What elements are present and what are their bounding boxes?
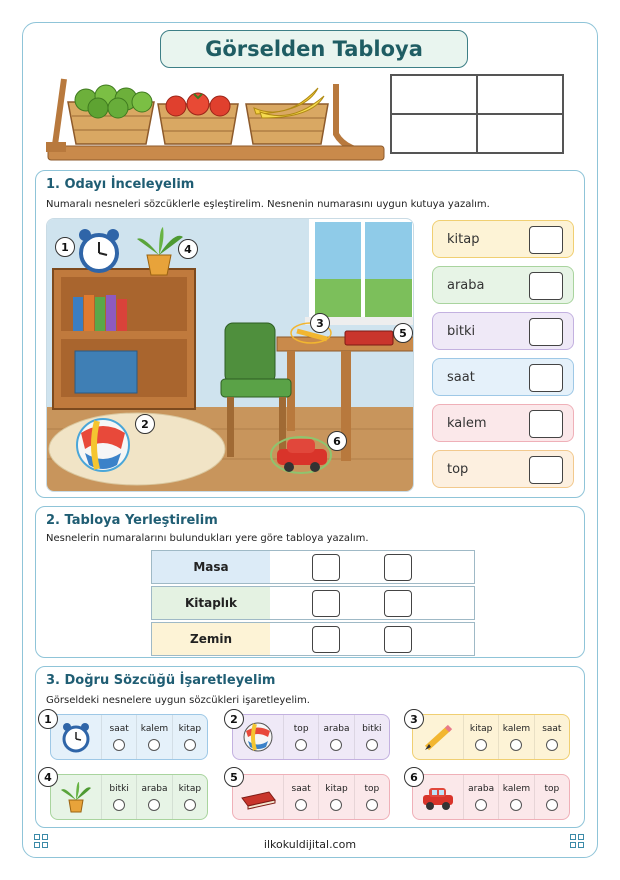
choice-option[interactable]: kitap: [172, 715, 207, 759]
choice-option[interactable]: araba: [463, 775, 498, 819]
radio-button[interactable]: [113, 799, 125, 811]
radio-button[interactable]: [366, 739, 378, 751]
footer-url: ilkokuldijital.com: [263, 838, 357, 851]
scene-number-badge: 1: [55, 237, 75, 257]
number-answer-box[interactable]: [312, 626, 340, 653]
item-number-badge: 5: [224, 767, 244, 787]
radio-button[interactable]: [475, 799, 487, 811]
plant-icon: [55, 778, 97, 816]
number-answer-box[interactable]: [384, 590, 412, 617]
word-match-bitki: [432, 312, 574, 350]
choice-option[interactable]: kitap: [172, 775, 207, 819]
choice-option[interactable]: kitap: [463, 715, 498, 759]
radio-button[interactable]: [113, 739, 125, 751]
row-label: Kitaplık: [152, 587, 270, 619]
radio-button[interactable]: [295, 739, 307, 751]
radio-button[interactable]: [295, 799, 307, 811]
radio-button[interactable]: [330, 799, 342, 811]
radio-button[interactable]: [546, 739, 558, 751]
row-label: Zemin: [152, 623, 270, 655]
choice-option[interactable]: bitki: [101, 775, 136, 819]
fruit-shelf-illustration: [46, 74, 386, 164]
choice-option[interactable]: saat: [283, 775, 318, 819]
answer-grid[interactable]: [390, 74, 564, 154]
answer-grid-cell[interactable]: [477, 75, 563, 114]
corner-grid-icon: [34, 834, 50, 850]
section-1-instruction: Numaralı nesneleri sözcüklerle eşleştirelim. Nesnenin numarasını uygun kutuya yazalım.: [46, 199, 490, 210]
word-match-top: [432, 450, 574, 488]
number-answer-box[interactable]: [312, 590, 340, 617]
radio-button[interactable]: [148, 799, 160, 811]
number-answer-box[interactable]: [529, 364, 563, 392]
choice-option[interactable]: araba: [136, 775, 171, 819]
ball-icon: [237, 718, 279, 756]
choice-option[interactable]: saat: [534, 715, 569, 759]
word-match-araba: [432, 266, 574, 304]
radio-button[interactable]: [475, 739, 487, 751]
choice-option[interactable]: bitki: [354, 715, 389, 759]
page-title: Görselden Tabloya: [160, 30, 468, 68]
word-label: saat: [447, 369, 475, 385]
word-label: kalem: [447, 415, 487, 431]
item-number-badge: 1: [38, 709, 58, 729]
word-match-kitap: [432, 220, 574, 258]
choice-card: [412, 774, 570, 820]
table-row-masa: [151, 550, 475, 584]
section-2-instruction: Nesnelerin numaralarını bulundukları yere göre tabloya yazalım.: [46, 533, 369, 544]
answer-grid-cell[interactable]: [477, 114, 563, 153]
book-icon: [237, 778, 279, 816]
number-answer-box[interactable]: [312, 554, 340, 581]
word-label: top: [447, 461, 469, 477]
answer-grid-cell[interactable]: [391, 114, 477, 153]
pencil-icon: [417, 718, 459, 756]
item-number-badge: 4: [38, 767, 58, 787]
choice-option[interactable]: top: [354, 775, 389, 819]
choice-card: [412, 714, 570, 760]
section-3-title: 3. Doğru Sözcüğü İşaretleyelim: [46, 673, 276, 688]
radio-button[interactable]: [510, 799, 522, 811]
number-answer-box[interactable]: [384, 626, 412, 653]
radio-button[interactable]: [510, 739, 522, 751]
choice-card: [50, 774, 208, 820]
choice-option[interactable]: top: [534, 775, 569, 819]
word-label: bitki: [447, 323, 476, 339]
scene-number-badge: 6: [327, 431, 347, 451]
choice-option[interactable]: top: [283, 715, 318, 759]
radio-button[interactable]: [330, 739, 342, 751]
choice-option[interactable]: kalem: [498, 775, 533, 819]
row-label: Masa: [152, 551, 270, 583]
corner-grid-icon: [570, 834, 586, 850]
section-2-title: 2. Tabloya Yerleştirelim: [46, 513, 218, 528]
choice-option[interactable]: kalem: [498, 715, 533, 759]
scene-number-badge: 3: [310, 313, 330, 333]
answer-grid-cell[interactable]: [391, 75, 477, 114]
section-1-title: 1. Odayı İnceleyelim: [46, 177, 195, 192]
choice-option[interactable]: kitap: [318, 775, 353, 819]
radio-button[interactable]: [546, 799, 558, 811]
radio-button[interactable]: [148, 739, 160, 751]
choice-card: [50, 714, 208, 760]
choice-option[interactable]: araba: [318, 715, 353, 759]
number-answer-box[interactable]: [384, 554, 412, 581]
radio-button[interactable]: [366, 799, 378, 811]
choice-option[interactable]: saat: [101, 715, 136, 759]
word-match-kalem: [432, 404, 574, 442]
number-answer-box[interactable]: [529, 226, 563, 254]
word-label: kitap: [447, 231, 480, 247]
scene-number-badge: 5: [393, 323, 413, 343]
choice-option[interactable]: kalem: [136, 715, 171, 759]
number-answer-box[interactable]: [529, 318, 563, 346]
radio-button[interactable]: [184, 739, 196, 751]
table-row-kitaplik: [151, 586, 475, 620]
item-number-badge: 6: [404, 767, 424, 787]
section-3-instruction: Görseldeki nesnelere uygun sözcükleri işaretleyelim.: [46, 695, 310, 706]
table-row-zemin: [151, 622, 475, 656]
scene-number-badge: 2: [135, 414, 155, 434]
clock-icon: [55, 718, 97, 756]
room-scene-illustration: [46, 218, 414, 492]
choice-card: [232, 714, 390, 760]
word-match-saat: [432, 358, 574, 396]
item-number-badge: 3: [404, 709, 424, 729]
car-icon: [417, 778, 459, 816]
choice-card: [232, 774, 390, 820]
scene-number-badge: 4: [178, 239, 198, 259]
number-answer-box[interactable]: [529, 272, 563, 300]
number-answer-box[interactable]: [529, 456, 563, 484]
item-number-badge: 2: [224, 709, 244, 729]
word-label: araba: [447, 277, 485, 293]
number-answer-box[interactable]: [529, 410, 563, 438]
radio-button[interactable]: [184, 799, 196, 811]
